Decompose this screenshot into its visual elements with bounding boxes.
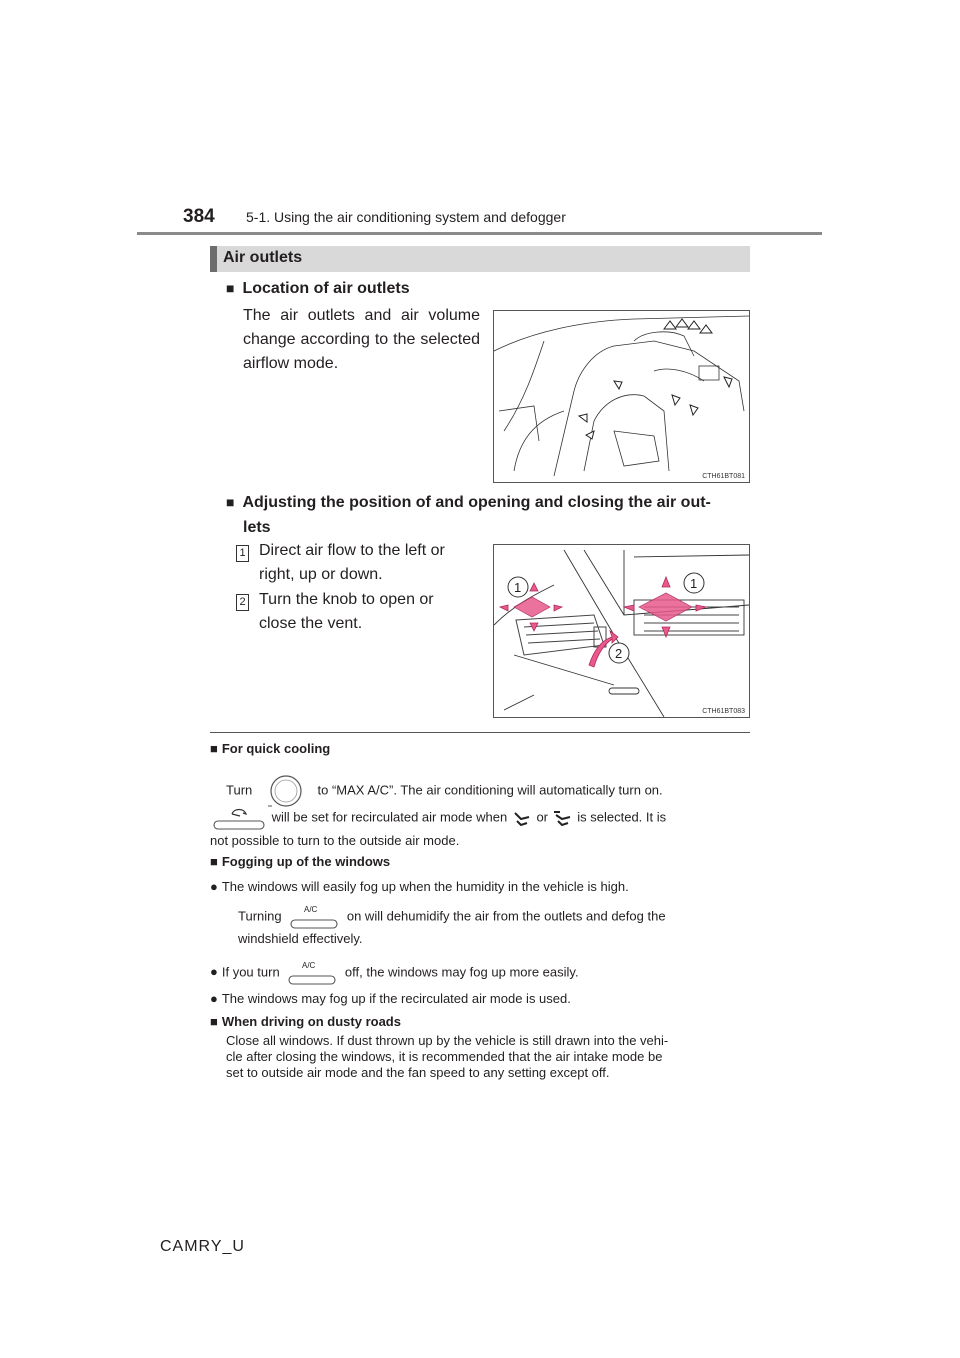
airflow-mode-feet-icon [511,809,533,827]
fogging-bullet-3: ● The windows may fog up if the recirculated air mode is used. [210,991,571,1006]
quick-cooling-line-2: will be set for recirculated air mode when or is selected. It is [210,804,750,832]
figure-code: CTH61BT083 [702,708,745,715]
notes-divider [210,732,750,733]
dusty-roads-heading: ■ When driving on dusty roads [210,1014,401,1029]
adjusting-heading: ■ Adjusting the position of and opening and closing the air out- lets [226,494,711,536]
fogging-bullet-1-line-2: Turning A/C on will dehumidify the air from the outlets and defog the [238,902,750,932]
circle-bullet-icon: ● [210,964,218,980]
section-bar-title: Air outlets [223,249,303,266]
square-bullet-icon: ■ [210,741,218,756]
section-header: 5-1. Using the air conditioning system and defogger [246,209,566,225]
fogging-bullet-2: ● If you turn A/C off, the windows may fog up more easily. [210,958,750,988]
step-1-number: 1 [236,543,249,562]
figure-code: CTH61BT081 [702,473,745,480]
svg-text:A/C: A/C [304,905,318,914]
vent-adjust-figure [493,544,750,718]
quick-cooling-line-3: not possible to turn to the outside air mode. [210,833,460,848]
cabin-illustration [494,311,749,482]
section-bar-marker [210,246,217,272]
air-outlets-location-figure [493,310,750,483]
callout-1-left: 1 [514,580,522,595]
svg-text:A/C: A/C [302,961,316,970]
model-footer: CAMRY_U [160,1238,245,1255]
header-rule [137,232,822,235]
page-number: 384 [183,206,215,227]
square-bullet-icon: ■ [226,280,235,296]
location-heading: ■ Location of air outlets [226,280,410,297]
quick-cooling-line-1: Turn to “MAX A/C”. The air conditioning will automatically turn on. [226,772,750,810]
circle-bullet-icon: ● [210,879,218,894]
airflow-mode-feet-windshield-icon [552,809,574,827]
fogging-bullet-1-line-1: ● The windows will easily fog up when the humidity in the vehicle is high. [210,879,629,894]
callout-2: 2 [615,646,623,661]
step-2-text: Turn the knob to open or close the vent. [259,591,434,632]
recirculation-button-icon [210,804,268,832]
step-2-number: 2 [236,592,249,611]
square-bullet-icon: ■ [210,854,218,869]
fogging-heading: ■ Fogging up of the windows [210,854,391,869]
location-text: The air outlets and air volume change according to the selected airflow mode. [243,307,480,372]
square-bullet-icon: ■ [210,1014,218,1029]
vent-illustration [494,545,749,717]
square-bullet-icon: ■ [226,494,235,510]
fogging-bullet-1-line-3: windshield effectively. [238,931,363,946]
ac-button-icon [286,958,338,988]
callout-1-right: 1 [690,576,698,591]
step-1-text: Direct air flow to the left or right, up or down. [259,542,445,583]
quick-cooling-heading: ■ For quick cooling [210,741,331,756]
circle-bullet-icon: ● [210,991,218,1006]
dusty-roads-text: Close all windows. If dust thrown up by the vehicle is still drawn into the vehi- cle after closing the windows, it is recommended that the air intake mode be set to outside air mode and the fan speed to any setting except off. [226,1033,669,1080]
